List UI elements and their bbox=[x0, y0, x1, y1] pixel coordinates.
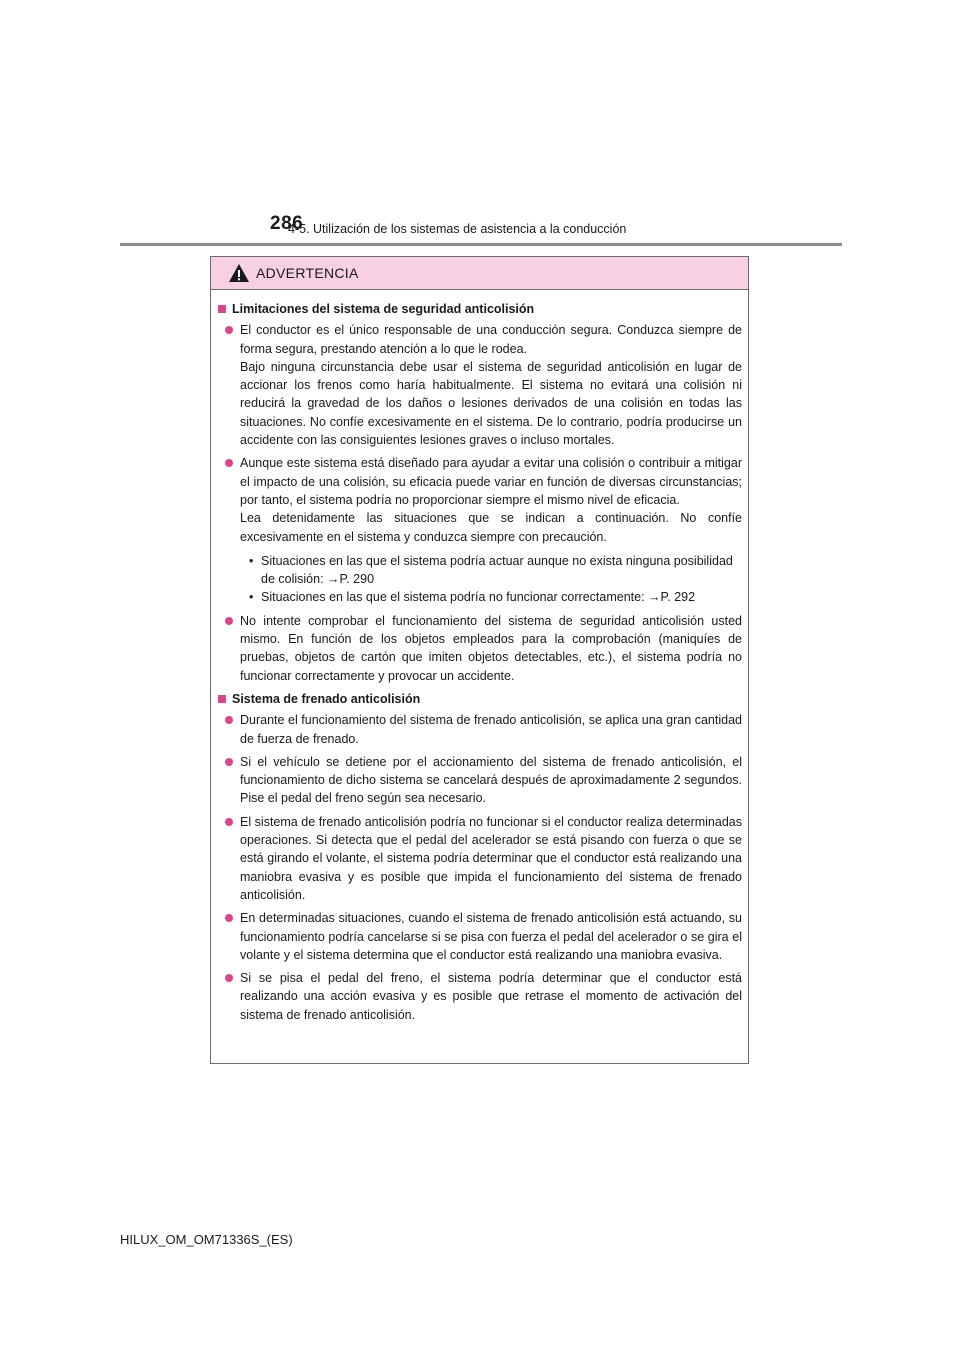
page-number: 286 bbox=[270, 213, 304, 234]
circle-bullet-icon bbox=[225, 716, 233, 724]
bullet-paragraph: Lea detenidamente las situaciones que se indican a continuación. No confíe excesivamente en el sistema y conduzca siempre con precaución. bbox=[240, 511, 742, 544]
bullet-text bbox=[240, 711, 742, 748]
bullet-paragraph: Bajo ninguna circunstancia debe usar el sistema de seguridad anticolisión en lugar de accionar los frenos como haría habitualmente. El sistema no evitará una colisión ni reducirá la gravedad de los daños o lesiones derivados de una colisión en todas las situaciones. No confíe excesivamente en el sistema. De lo contrario, podría producirse un accidente con las consiguientes lesiones graves o incluso mortales. bbox=[240, 359, 742, 448]
warning-subsection bbox=[218, 300, 742, 685]
circle-bullet-icon bbox=[225, 758, 233, 766]
bullet-paragraph: El sistema de frenado anticolisión podría no funcionar si el conductor realiza determinadas operaciones. Si detecta que el pedal del acelerador se está pisando con fuerza o que se está girando el volante, el sistema podría determinar que el conductor está realizando una maniobra evasiva y es posible que impida el funcionamiento del sistema de frenado anticolisión. bbox=[240, 814, 742, 902]
bullet-item bbox=[218, 321, 742, 449]
bullet-item bbox=[218, 753, 742, 808]
warning-body bbox=[211, 290, 748, 1024]
subsection-heading bbox=[218, 690, 742, 708]
bullet-item bbox=[218, 813, 742, 904]
bullet-text bbox=[240, 969, 742, 1024]
bullet-paragraph: En determinadas situaciones, cuando el sistema de frenado anticolisión está actuando, su funcionamiento podría cancelarse si se pisa con fuerza el pedal del acelerador o se gira el volante y el sistema determina que el conductor está realizando una maniobra evasiva. bbox=[240, 911, 742, 962]
reference-text: Situaciones en las que el sistema podría no funcionar correctamente: →P. 292 bbox=[261, 590, 696, 605]
circle-bullet-icon bbox=[225, 459, 233, 467]
bullet-paragraph: Si se pisa el pedal del freno, el sistema podría determinar que el conductor está realizando una acción evasiva y es posible que retrase el momento de activación del sistema de frenado anticolisión. bbox=[240, 971, 742, 1022]
reference-item[interactable] bbox=[240, 588, 742, 606]
subsection-title: Limitaciones del sistema de seguridad anticolisión bbox=[232, 302, 535, 316]
bullet-paragraph: Aunque este sistema está diseñado para ayudar a evitar una colisión o contribuir a mitigar el impacto de una colisión, su eficacia puede variar en función de diversas circunstancias; por tanto, el sistema podría no proporcionar siempre el mismo nivel de eficacia. bbox=[240, 456, 742, 507]
bullet-paragraph: Durante el funcionamiento del sistema de frenado anticolisión, se aplica una gran cantidad de fuerza de frenado. bbox=[240, 713, 742, 746]
bullet-paragraph: El conductor es el único responsable de una conducción segura. Conduzca siempre de forma segura, prestando atención a lo que le rodea. bbox=[240, 323, 742, 356]
dot-bullet-icon: • bbox=[249, 590, 254, 605]
square-bullet-icon bbox=[218, 695, 226, 703]
reference-list bbox=[240, 552, 742, 607]
bullet-text bbox=[240, 612, 742, 685]
bullet-text bbox=[240, 909, 742, 964]
circle-bullet-icon bbox=[225, 974, 233, 982]
dot-bullet-icon: • bbox=[249, 553, 254, 568]
square-bullet-icon bbox=[218, 305, 226, 313]
warning-title: ADVERTENCIA bbox=[256, 265, 359, 281]
reference-text: Situaciones en las que el sistema podría actuar aunque no exista ninguna posibilidad de colisión: →P. 290 bbox=[261, 553, 733, 587]
section-title: 4-5. Utilización de los sistemas de asistencia a la conducción bbox=[288, 222, 627, 236]
bullet-text bbox=[240, 454, 742, 606]
bullet-item bbox=[218, 909, 742, 964]
bullet-item bbox=[218, 454, 742, 606]
bullet-text bbox=[240, 321, 742, 449]
bullet-text bbox=[240, 813, 742, 904]
subsection-heading bbox=[218, 300, 742, 318]
bullet-item bbox=[218, 711, 742, 748]
circle-bullet-icon bbox=[225, 617, 233, 625]
subsection-title: Sistema de frenado anticolisión bbox=[232, 691, 421, 706]
warning-triangle-icon bbox=[228, 263, 250, 283]
bullet-text bbox=[240, 753, 742, 808]
warning-header bbox=[211, 257, 748, 290]
circle-bullet-icon bbox=[225, 914, 233, 922]
footer-doc-code: HILUX_OM_OM71336S_(ES) bbox=[120, 1232, 293, 1247]
circle-bullet-icon bbox=[225, 326, 233, 334]
circle-bullet-icon bbox=[225, 818, 233, 826]
warning-subsection bbox=[218, 690, 742, 1024]
bullet-paragraph: No intente comprobar el funcionamiento del sistema de seguridad anticolisión usted mismo. En función de los objetos empleados para la comprobación (maniquíes de pruebas, objetos de cartón que imiten objetos detectables, etc.), el sistema podría no funcionar correctamente y provocar un accidente. bbox=[240, 613, 742, 683]
bullet-paragraph: Si el vehículo se detiene por el accionamiento del sistema de frenado anticolisión, el funcionamiento de dicho sistema se cancelará después de aproximadamente 2 segundos. Pise el pedal del freno según sea necesario. bbox=[240, 754, 742, 806]
reference-item[interactable] bbox=[240, 552, 742, 589]
bullet-item bbox=[218, 612, 742, 685]
header-rule bbox=[120, 243, 842, 246]
bullet-item bbox=[218, 969, 742, 1024]
warning-box bbox=[210, 256, 749, 1064]
